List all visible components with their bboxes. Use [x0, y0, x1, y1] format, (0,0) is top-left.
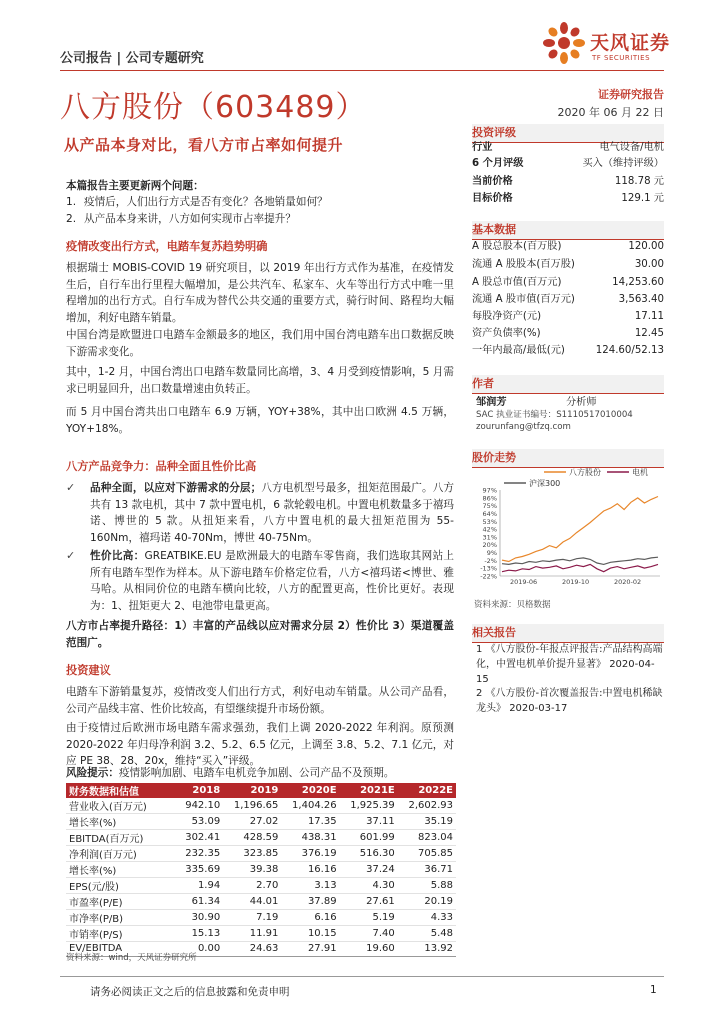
table-cell: 53.09	[176, 814, 223, 830]
author-email[interactable]: zourunfang@tfzq.com	[476, 422, 571, 432]
table-row-label: EBITDA(百万元)	[66, 830, 176, 846]
y-tick-label: 86%	[482, 494, 497, 503]
table-row	[66, 910, 456, 926]
report-subtitle: 从产品本身对比，看八方市占率如何提升	[64, 136, 344, 154]
rating-value: 118.78 元	[614, 176, 664, 187]
related-num: 2	[476, 688, 483, 699]
risk-text: 疫情影响加剧、电踏车电机竞争加剧、公司产品不及预期。	[118, 767, 395, 779]
table-row-label: 增长率(%)	[66, 862, 176, 878]
author-role: 分析师	[566, 397, 597, 408]
header-divider	[60, 70, 664, 71]
table-cell: 232.35	[176, 846, 223, 862]
table-cell: 428.59	[223, 830, 281, 846]
table-row	[66, 846, 456, 862]
table-header: 2019	[223, 783, 281, 798]
check-item-variety	[66, 480, 454, 546]
basic-key: 一年内最高/最低(元)	[472, 345, 565, 356]
rating-row	[472, 175, 664, 190]
table-cell: 4.30	[340, 878, 398, 894]
y-tick-label: 20%	[482, 541, 497, 550]
basic-key: 资产负债率(%)	[472, 328, 541, 339]
invest-paragraph-1: 电踏车下游销量复苏，疫情改变人们出行方式，利好电动车销量。从公司产品看，公司产品线丰富、性价比较高，有望继续提升市场份额。	[66, 686, 454, 715]
rating-value: 129.1 元	[621, 193, 664, 204]
table-cell: 13.92	[398, 942, 456, 957]
table-row-label: 净利润(百万元)	[66, 846, 176, 862]
series-line-bafang	[502, 497, 658, 562]
related-date: 2020-04-15	[476, 659, 655, 685]
basic-value: 17.11	[634, 311, 664, 322]
y-tick-label: 31%	[482, 533, 497, 542]
table-cell: 11.91	[223, 926, 281, 942]
rating-value: 买入（维持评级）	[582, 158, 664, 169]
series-line-hs300	[502, 557, 658, 564]
table-row-label: EPS(元/股)	[66, 878, 176, 894]
table-row	[66, 862, 456, 878]
table-cell: 15.13	[176, 926, 223, 942]
y-tick-label: 64%	[482, 509, 497, 518]
table-cell: 16.16	[281, 862, 339, 878]
table-cell: 438.31	[281, 830, 339, 846]
table-row	[66, 798, 456, 814]
related-report-item[interactable]	[476, 642, 664, 687]
author-name: 邹润芳	[476, 397, 507, 408]
table-cell: 39.38	[223, 862, 281, 878]
table-row	[66, 814, 456, 830]
table-cell: 27.61	[340, 894, 398, 910]
basic-value: 3,563.40	[618, 294, 664, 305]
table-cell: 5.19	[340, 910, 398, 926]
section1-paragraph-3: 其中，1-2 月，中国台湾出口电踏车数量同比高增，3、4 月受到疫情影响，5 月需求已明显回升，出口数量增速由负转正。	[66, 366, 454, 395]
table-cell: 20.19	[398, 894, 456, 910]
x-tick-label: 2019-10	[562, 578, 590, 586]
basic-key: 流通 A 股股本(百万股)	[472, 259, 575, 270]
table-cell: 376.19	[281, 846, 339, 862]
basic-data-title: 基本数据	[472, 221, 664, 240]
page-number: 1	[650, 984, 657, 996]
table-cell: 0.00	[176, 942, 223, 957]
related-text[interactable]: 《八方股份-首次覆盖报告:中置电机稀缺龙头》	[476, 688, 663, 714]
related-text[interactable]: 《八方股份-年报点评报告:产品结构高端化，中置电机单价提升显著》	[476, 644, 663, 670]
table-cell: 1.94	[176, 878, 223, 894]
basic-row	[472, 258, 664, 273]
basic-value: 12.45	[634, 328, 664, 339]
table-cell: 7.19	[223, 910, 281, 926]
basic-row	[472, 240, 664, 255]
table-cell: 942.10	[176, 798, 223, 814]
table-cell: 1,925.39	[340, 798, 398, 814]
basic-key: A 股总股本(百万股)	[472, 241, 562, 252]
invest-paragraph-2: 由于疫情过后欧洲市场电踏车需求强劲，我们上调 2020-2022 年利润。原预测 2020-2022 年归母净利润 3.2、5.2、6.5 亿元，上调至 3.8、5.2、7.1 亿元，对应 PE 38、28、20x，维持“买入”评级。	[66, 722, 454, 767]
y-tick-label: 53%	[482, 517, 497, 526]
x-tick-label: 2019-06	[510, 578, 538, 586]
legend-label: 八方股份	[569, 468, 601, 477]
table-cell: 19.60	[340, 942, 398, 957]
table-cell: 37.89	[281, 894, 339, 910]
rating-title: 投资评级	[472, 124, 664, 143]
basic-key: 流通 A 股市值(百万元)	[472, 294, 575, 305]
related-report-item[interactable]	[476, 686, 664, 716]
x-tick-label: 2020-02	[614, 578, 642, 586]
rating-key: 目标价格	[472, 193, 513, 204]
table-cell: 10.15	[281, 926, 339, 942]
basic-row	[472, 344, 664, 359]
y-tick-label: 97%	[482, 486, 497, 495]
intro-item-text: 疫情后，人们出行方式是否有变化？各地销量如何？	[84, 196, 328, 208]
footer-divider	[60, 976, 664, 977]
rating-key: 6 个月评级	[472, 158, 524, 169]
intro-heading: 本篇报告主要更新两个问题：	[66, 180, 204, 192]
table-header: 财务数据和估值	[66, 783, 176, 798]
legend-label: 沪深300	[529, 479, 561, 488]
intro-item-text: 从产品本身来讲，八方如何实现市占率提升？	[84, 212, 296, 225]
table-cell: 516.30	[340, 846, 398, 862]
stock-chart-source: 资料来源：贝格数据	[474, 600, 551, 610]
table-row-label: EV/EBITDA	[66, 942, 176, 957]
footer-disclaimer[interactable]: 请务必阅读正文之后的信息披露和免责申明	[90, 986, 290, 998]
rating-key: 当前价格	[472, 176, 513, 187]
series-line-motor	[502, 564, 658, 571]
risk-label: 风险提示：	[66, 767, 119, 779]
basic-value: 14,253.60	[612, 277, 664, 288]
table-cell: 35.19	[398, 814, 456, 830]
basic-value: 30.00	[634, 259, 664, 270]
section-title-demand: 疫情改变出行方式，电踏车复苏趋势明确	[66, 240, 268, 253]
table-cell: 823.04	[398, 830, 456, 846]
table-row	[66, 878, 456, 894]
y-tick-label: -2%	[484, 556, 497, 565]
section1-paragraph-4: 而 5 月中国台湾共出口电踏车 6.9 万辆，YOY+38%，其中出口欧洲 4.5 万辆，YOY+18%。	[66, 406, 454, 435]
section1-paragraph-1: 根据瑞士 MOBIS-COVID 19 研究项目，以 2019 年出行方式作为基准，在疫情发生后，自行车出行里程大幅增加，是公共汽车、私家车、火车等出行方式中唯一里程增加的出行方式。自行车成为替代公共交通的重要方式，骑行时间、路程均大幅增加，利好电踏车销量。	[66, 262, 454, 324]
author-sac: SAC 执业证书编号：S1110517010004	[476, 410, 633, 420]
y-tick-label: 42%	[482, 525, 497, 534]
basic-row	[472, 276, 664, 291]
stock-chart-title: 股价走势	[472, 449, 664, 468]
report-date: 2020 年 06 月 22 日	[557, 106, 664, 119]
basic-row	[472, 327, 664, 342]
rating-row	[472, 192, 664, 207]
table-cell: 7.40	[340, 926, 398, 942]
table-cell: 2.70	[223, 878, 281, 894]
table-cell: 4.33	[398, 910, 456, 926]
intro-item-num: 1.	[66, 196, 77, 208]
table-row-label: 市销率(P/S)	[66, 926, 176, 942]
table-cell: 335.69	[176, 862, 223, 878]
related-num: 1	[476, 644, 483, 655]
table-cell: 2,602.93	[398, 798, 456, 814]
section1-paragraph-2: 中国台湾是欧盟进口电踏车金额最多的地区，我们用中国台湾电踏车出口数据反映下游需求变化。	[66, 329, 454, 358]
rating-row	[472, 141, 664, 156]
table-header: 2018	[176, 783, 223, 798]
related-date: 2020-03-17	[509, 703, 568, 714]
table-cell: 27.02	[223, 814, 281, 830]
table-cell: 37.11	[340, 814, 398, 830]
table-cell: 1,196.65	[223, 798, 281, 814]
table-cell: 5.88	[398, 878, 456, 894]
table-header-row	[66, 783, 456, 798]
table-cell: 5.48	[398, 926, 456, 942]
table-cell: 601.99	[340, 830, 398, 846]
check-bold-text: 品种全面，以应对下游需求的分层；	[90, 482, 262, 494]
intro-list	[66, 194, 454, 227]
table-row-label: 市净率(P/B)	[66, 910, 176, 926]
check-icon: ✓	[66, 481, 76, 494]
basic-key: A 股总市值(百万元)	[472, 277, 562, 288]
table-cell: 302.41	[176, 830, 223, 846]
table-row	[66, 830, 456, 846]
table-cell: 1,404.26	[281, 798, 339, 814]
table-source: 资料来源：wind，天风证券研究所	[66, 953, 197, 963]
table-cell: 24.63	[223, 942, 281, 957]
risk-note	[66, 765, 454, 782]
table-cell: 36.71	[398, 862, 456, 878]
check-item-value	[66, 548, 454, 614]
check-icon: ✓	[66, 549, 76, 562]
table-row-label: 营业收入(百万元)	[66, 798, 176, 814]
y-tick-label: -22%	[480, 572, 497, 581]
rating-key: 行业	[472, 142, 493, 153]
table-row	[66, 894, 456, 910]
company-title: 八方股份（603489）	[60, 90, 367, 125]
author-title: 作者	[472, 375, 664, 394]
table-row-label: 增长率(%)	[66, 814, 176, 830]
tf-logo-icon	[538, 20, 590, 66]
rating-row	[472, 157, 664, 172]
table-cell: 705.85	[398, 846, 456, 862]
basic-value: 124.60/52.13	[595, 345, 664, 356]
report-category: 公司报告 | 公司专题研究	[60, 51, 204, 66]
table-row	[66, 926, 456, 942]
stock-price-chart	[474, 466, 664, 594]
table-header: 2020E	[281, 783, 339, 798]
basic-row	[472, 293, 664, 308]
y-tick-label: 9%	[486, 549, 497, 558]
table-cell: 37.24	[340, 862, 398, 878]
table-cell: 27.91	[281, 942, 339, 957]
table-cell: 3.13	[281, 878, 339, 894]
intro-item	[66, 194, 454, 211]
table-header: 2021E	[340, 783, 398, 798]
legend-label: 电机	[632, 468, 648, 477]
y-tick-label: 75%	[482, 502, 497, 511]
share-path-text: 八方市占率提升路径：1）丰富的产品线以应对需求分层 2）性价比 3）渠道覆盖范围广。	[66, 620, 454, 649]
basic-row	[472, 310, 664, 325]
basic-value: 120.00	[628, 241, 664, 252]
check-bold-text: 性价比高：	[90, 550, 145, 562]
table-row-label: 市盈率(P/E)	[66, 894, 176, 910]
financial-table	[66, 783, 456, 957]
logo-text-cn: 天风证券	[590, 32, 671, 54]
table-cell: 30.90	[176, 910, 223, 926]
basic-key: 每股净资产(元)	[472, 311, 542, 322]
intro-item-num: 2.	[66, 212, 77, 225]
table-cell: 44.01	[223, 894, 281, 910]
y-tick-label: -13%	[480, 564, 497, 573]
rating-value: 电气设备/电机	[599, 142, 664, 153]
related-title: 相关报告	[472, 624, 664, 643]
check-body-text: 八方电机型号最多，扭矩范围最广。八方共有 13 款电机，其中 7 款中置电机，6 款轮毂电机。中置电机数量多于禧玛诺、博世的 5 款。从扭矩来看，八方中置电机的最大扭矩范围为 55-160Nm，禧玛诺 40-70Nm，博世 40-75Nm。	[90, 482, 454, 544]
table-cell: 17.35	[281, 814, 339, 830]
check-body-text: GREATBIKE.EU 是欧洲最大的电踏车零售商，我们选取其网站上所有电踏车型作为样本。从下游电踏车价格定位看，八方<禧玛诺<博世、雅马哈。从相同价位的电踏车横向比较，八方的配置更高，性价比更好。表现为：1、扭矩更大 2、电池带电量更高。	[90, 550, 455, 612]
table-cell: 61.34	[176, 894, 223, 910]
table-cell: 6.16	[281, 910, 339, 926]
table-header: 2022E	[398, 783, 456, 798]
intro-item	[66, 211, 454, 228]
logo-text-en: TF SECURITIES	[592, 54, 651, 62]
table-cell: 323.85	[223, 846, 281, 862]
section-title-invest: 投资建议	[66, 664, 111, 677]
report-type: 证券研究报告	[598, 88, 664, 101]
section-title-competitiveness: 八方产品竞争力：品种全面且性价比高	[66, 460, 257, 473]
